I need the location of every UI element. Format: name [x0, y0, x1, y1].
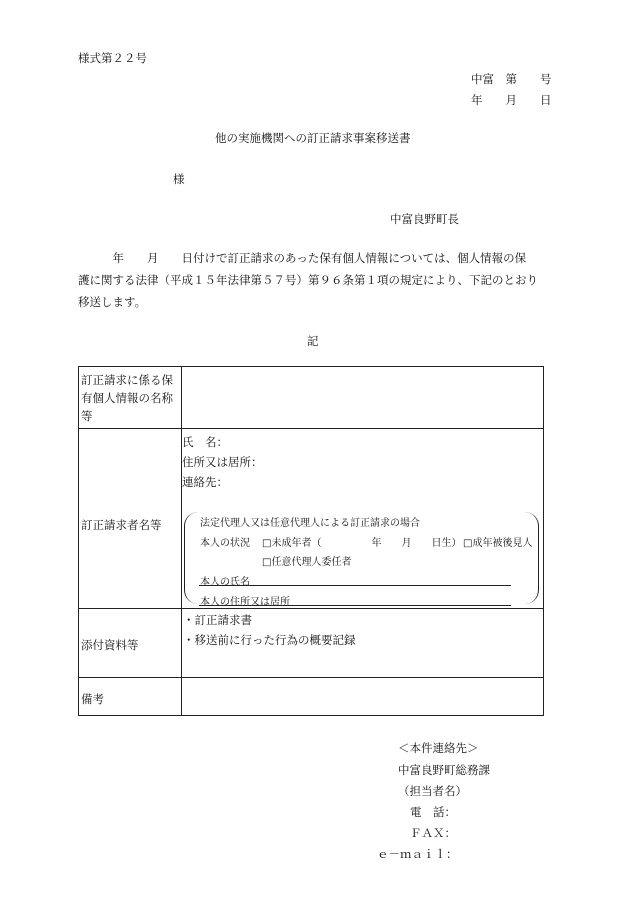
proxy-ward-checkbox: □成年被後見人 [463, 538, 533, 549]
form-number: 様式第２２号 [78, 51, 147, 65]
addressee: 様 [173, 172, 185, 186]
row-divider [79, 428, 543, 429]
doc-ref-date: 年 月 日 [471, 93, 552, 107]
proxy-heading: 法定代理人又は任意代理人による訂正請求の場合 [200, 518, 420, 529]
requester-name-field: 氏 名： [182, 435, 228, 449]
row-divider [79, 677, 543, 678]
attachment-item: ・訂正請求書 [183, 613, 252, 627]
column-divider [181, 367, 182, 715]
body-line-2: 護に関する法律（平成１５年法律第５７号）第９６条第１項の規定により、下記のとおり [78, 273, 538, 287]
contact-fax: ＦＡＸ： [410, 826, 456, 840]
doc-ref-number: 中富 第 号 [471, 72, 552, 86]
transfer-table [78, 366, 544, 716]
principal-address-line [199, 605, 511, 606]
row4-label: 備考 [81, 692, 104, 706]
contact-email: ｅ－ｍａｉｌ： [377, 847, 458, 861]
principal-name-line [199, 585, 511, 586]
document-title: 他の実施機関への訂正請求事案移送書 [215, 131, 411, 145]
body-line-1: 年 月 日付けで訂正請求のあった保有個人情報については、個人情報の保 [78, 251, 527, 265]
row-divider [79, 608, 543, 609]
row1-label-line: 訂正請求に係る保 [81, 373, 173, 387]
principal-name-label: 本人の氏名 [200, 577, 250, 588]
ki-heading: 記 [307, 334, 319, 348]
requester-fields [182, 432, 263, 492]
body-line-3: 移送します。 [78, 295, 147, 309]
row2-label: 訂正請求者名等 [81, 518, 162, 532]
requester-contact-field: 連絡先： [182, 475, 228, 489]
requester-address-field: 住所又は居所： [182, 455, 263, 469]
proxy-status-label: 本人の状況 [200, 538, 250, 549]
proxy-minor-checkbox: □未成年者（ 年 月 日生） [262, 538, 462, 549]
contact-heading: ＜本件連絡先＞ [398, 741, 479, 755]
sender: 中富良野町長 [390, 212, 459, 226]
row3-label: 添付資料等 [81, 638, 139, 652]
row1-label [81, 371, 173, 425]
contact-person: （担当者名） [398, 784, 467, 798]
contact-dept: 中富良野町総務課 [398, 763, 490, 777]
proxy-agent-checkbox: □任意代理人委任者 [262, 557, 352, 568]
row1-label-line: 有個人情報の名称 [81, 391, 173, 405]
contact-phone: 電 話： [410, 805, 456, 819]
attachment-item: ・移送前に行った行為の概要記録 [183, 633, 356, 647]
principal-address-label: 本人の住所又は居所 [200, 597, 290, 608]
row1-label-line: 等 [81, 409, 93, 423]
